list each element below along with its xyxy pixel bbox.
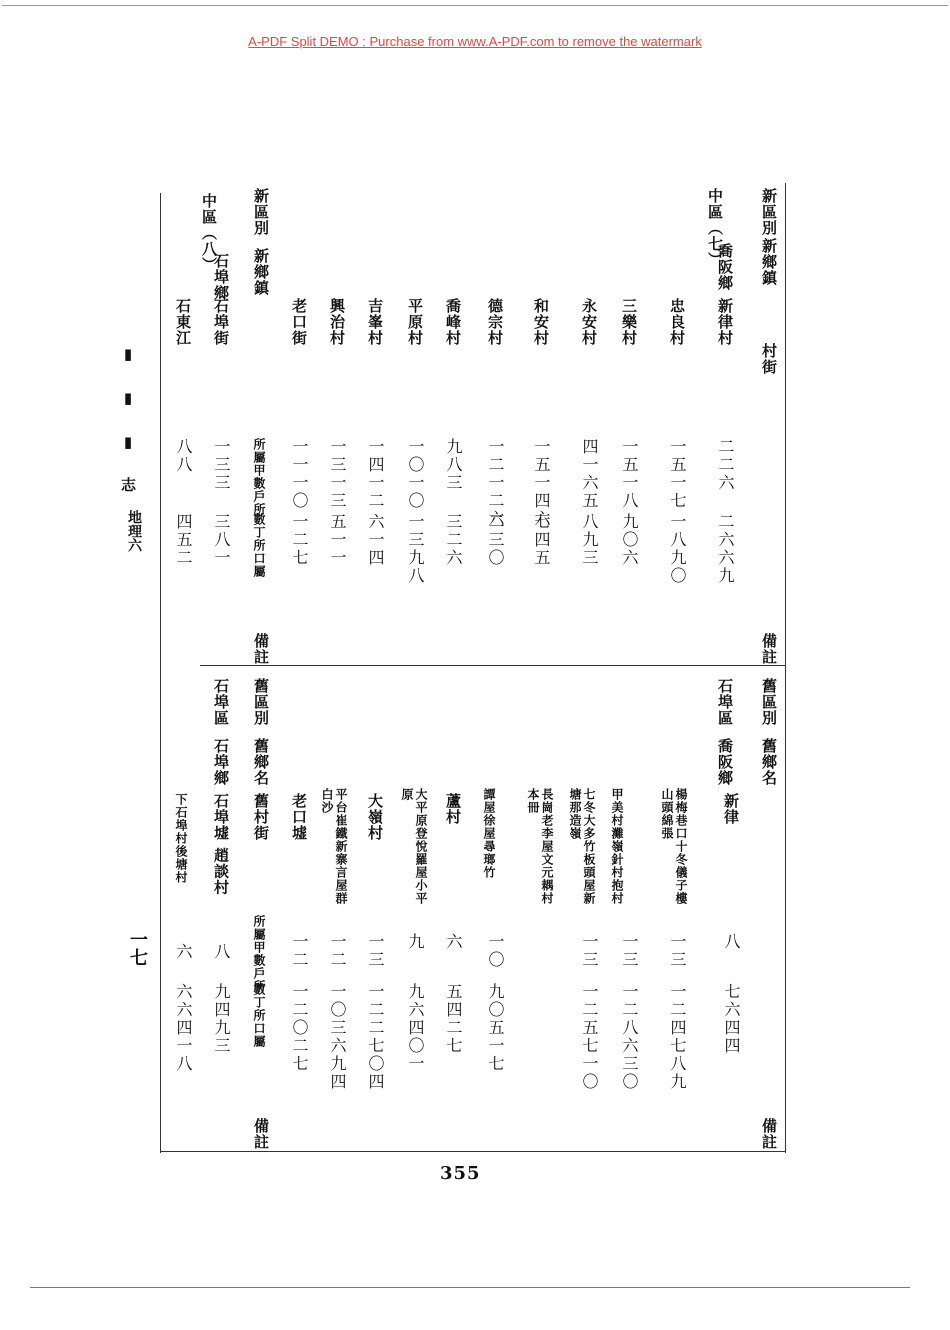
- village-9: 興治村: [328, 298, 346, 346]
- old-households-1: 一三: [668, 933, 687, 969]
- region-7: 中區（七）: [706, 188, 724, 268]
- old-households-11: 八: [212, 943, 231, 961]
- old-households-3: 一三: [580, 933, 599, 969]
- population-8: 六一四: [366, 513, 385, 567]
- old-households-8: 一三: [366, 933, 385, 969]
- old-households-9: 一二: [328, 933, 347, 969]
- old-population-10: 一二〇二七: [290, 983, 309, 1073]
- old-village-1: 楊梅巷口十冬儀子樓山頭綿張: [660, 788, 688, 905]
- town-7: 喬阪鄉: [716, 243, 734, 291]
- lower-header-households: 所屬甲數戶所: [252, 915, 266, 993]
- page-number: 355: [440, 1163, 481, 1184]
- old-population-3: 一二五七一〇: [580, 983, 599, 1091]
- population-3: 八九三: [580, 513, 599, 567]
- old-households-12: 六: [174, 943, 193, 961]
- population-2: 九〇六: [620, 513, 639, 567]
- old-households-6: 六: [444, 933, 463, 951]
- village-2: 三樂村: [620, 298, 638, 346]
- households-0: 二二六: [716, 438, 735, 492]
- village-1: 忠良村: [668, 298, 686, 346]
- lower-header-village: 舊村街: [252, 793, 270, 841]
- households-3: 四一六五: [580, 438, 599, 510]
- village-6: 喬峰村: [444, 298, 462, 346]
- lower-header-region: 舊區別: [252, 678, 270, 726]
- rule: [785, 183, 786, 1153]
- population-11: 三八一: [212, 513, 231, 567]
- old-households-2: 一三: [620, 933, 639, 969]
- old-village-7: 大平原登悅羅屋小平原: [400, 788, 428, 905]
- side-page-number: 一七: [127, 930, 148, 966]
- population-0: 二六六九: [716, 513, 735, 585]
- old-village-9: 平台崔鐵新寨言屋群白沙: [320, 788, 348, 905]
- page-bottom-border: [30, 1287, 910, 1288]
- households-10: 一一一〇: [290, 438, 309, 510]
- header-village-right: 村街: [760, 343, 778, 375]
- households-11: 一三三: [212, 438, 231, 492]
- town-old-7: 喬阪鄉: [716, 738, 734, 786]
- households-5: 一二一二六: [486, 438, 505, 528]
- header-region: 新區別: [252, 188, 270, 236]
- old-village-5: 譚屋徐屋尋瑯竹: [482, 788, 496, 879]
- lower-header-remarks: 備註: [252, 1118, 270, 1150]
- old-population-1: 一二四七八九: [668, 983, 687, 1091]
- watermark-link[interactable]: A-PDF Split DEMO : Purchase from www.A-PDF.com to remove the watermark: [248, 34, 702, 49]
- region-old-7: 石埠區: [716, 678, 734, 726]
- old-village-11: 石埠墟 趙談村: [212, 793, 230, 896]
- population-6: 三二六: [444, 513, 463, 567]
- region-8: 中區（八）: [200, 193, 218, 273]
- old-population-2: 一二八六三〇: [620, 983, 639, 1091]
- old-village-6: 蘆村: [444, 793, 462, 825]
- old-village-2: 甲美村灘嶺針村抱村: [610, 788, 624, 905]
- old-population-6: 五四二七: [444, 983, 463, 1055]
- page-top-border: [2, 5, 948, 6]
- village-8: 吉峯村: [366, 298, 384, 346]
- village-4: 和安村: [532, 298, 550, 346]
- old-households-0: 八: [722, 933, 741, 951]
- village-10: 老口街: [290, 298, 308, 346]
- old-households-10: 一二: [290, 933, 309, 969]
- households-1: 一五一七: [668, 438, 687, 510]
- village-11: 石埠街: [212, 298, 230, 346]
- old-population-8: 一二二七〇四: [366, 983, 385, 1091]
- header-remarks-right: 備註: [760, 633, 778, 665]
- side-marks: ▮▮▮志: [119, 345, 137, 518]
- lower-header-town: 舊鄉名: [252, 738, 270, 786]
- households-2: 一五一八: [620, 438, 639, 510]
- header-region-right: 新區別: [760, 188, 778, 236]
- region-old-8: 石埠區: [212, 678, 230, 726]
- households-6: 九八三: [444, 438, 463, 492]
- lower-header-remarks-right: 備註: [760, 1118, 778, 1150]
- old-households-5: 一〇: [486, 933, 505, 969]
- households-9: 一三一三: [328, 438, 347, 510]
- old-households-7: 九: [406, 933, 425, 951]
- households-12: 八八: [174, 438, 193, 474]
- old-village-8: 大嶺村: [366, 793, 384, 841]
- old-village-4: 長崗老李屋文元耦村本冊: [526, 788, 554, 905]
- old-population-11: 九四九三: [212, 983, 231, 1055]
- households-7: 一〇一〇: [406, 438, 425, 510]
- village-5: 德宗村: [486, 298, 504, 346]
- lower-header-region-right: 舊區別: [760, 678, 778, 726]
- population-12: 四五二: [174, 513, 193, 567]
- town-old-8: 石埠鄉: [212, 738, 230, 786]
- rule: [160, 193, 161, 1153]
- village-12: 石東江: [174, 298, 192, 346]
- old-population-0: 七六四四: [722, 983, 741, 1055]
- side-title: [118, 345, 139, 518]
- households-8: 一四一二: [366, 438, 385, 510]
- old-population-9: 一〇三六九四: [328, 983, 347, 1091]
- population-7: 一三九八: [406, 513, 425, 585]
- chapter-label: 地理六: [126, 510, 142, 552]
- village-3: 永安村: [580, 298, 598, 346]
- old-population-5: 九〇五一七: [486, 983, 505, 1073]
- lower-header-town-right: 舊鄉名: [760, 738, 778, 786]
- population-5: 二三〇: [486, 513, 505, 567]
- village-7: 平原村: [406, 298, 424, 346]
- households-4: 一五一四六: [532, 438, 551, 528]
- lower-header-population: 數丁所口屬: [252, 983, 266, 1048]
- rule: [160, 1151, 786, 1152]
- rule: [200, 665, 786, 666]
- old-population-7: 九六四〇一: [406, 983, 425, 1073]
- header-population: 數丁所口屬: [252, 513, 266, 578]
- population-4: 七四五: [532, 513, 551, 567]
- population-10: 一二七: [290, 513, 309, 567]
- header-town-right: 新鄉鎮: [760, 238, 778, 286]
- old-population-12: 六六四一八: [174, 983, 193, 1073]
- old-village-12: 下石埠村後塘村: [174, 793, 188, 884]
- old-village-0: 新律: [722, 793, 740, 825]
- population-9: 五一一: [328, 513, 347, 567]
- town-8: 石埠鄉: [212, 253, 230, 301]
- header-town: 新鄉鎮: [252, 248, 270, 296]
- table-sheet: [160, 183, 786, 1153]
- header-households: 所屬甲數戶所: [252, 438, 266, 516]
- population-1: 一八九〇: [668, 513, 687, 585]
- old-village-3: 七冬大多竹板頭屋新塘那造嶺: [568, 788, 596, 905]
- header-remarks: 備註: [252, 633, 270, 665]
- old-village-10: 老口墟: [290, 793, 308, 841]
- village-0: 新律村: [716, 298, 734, 346]
